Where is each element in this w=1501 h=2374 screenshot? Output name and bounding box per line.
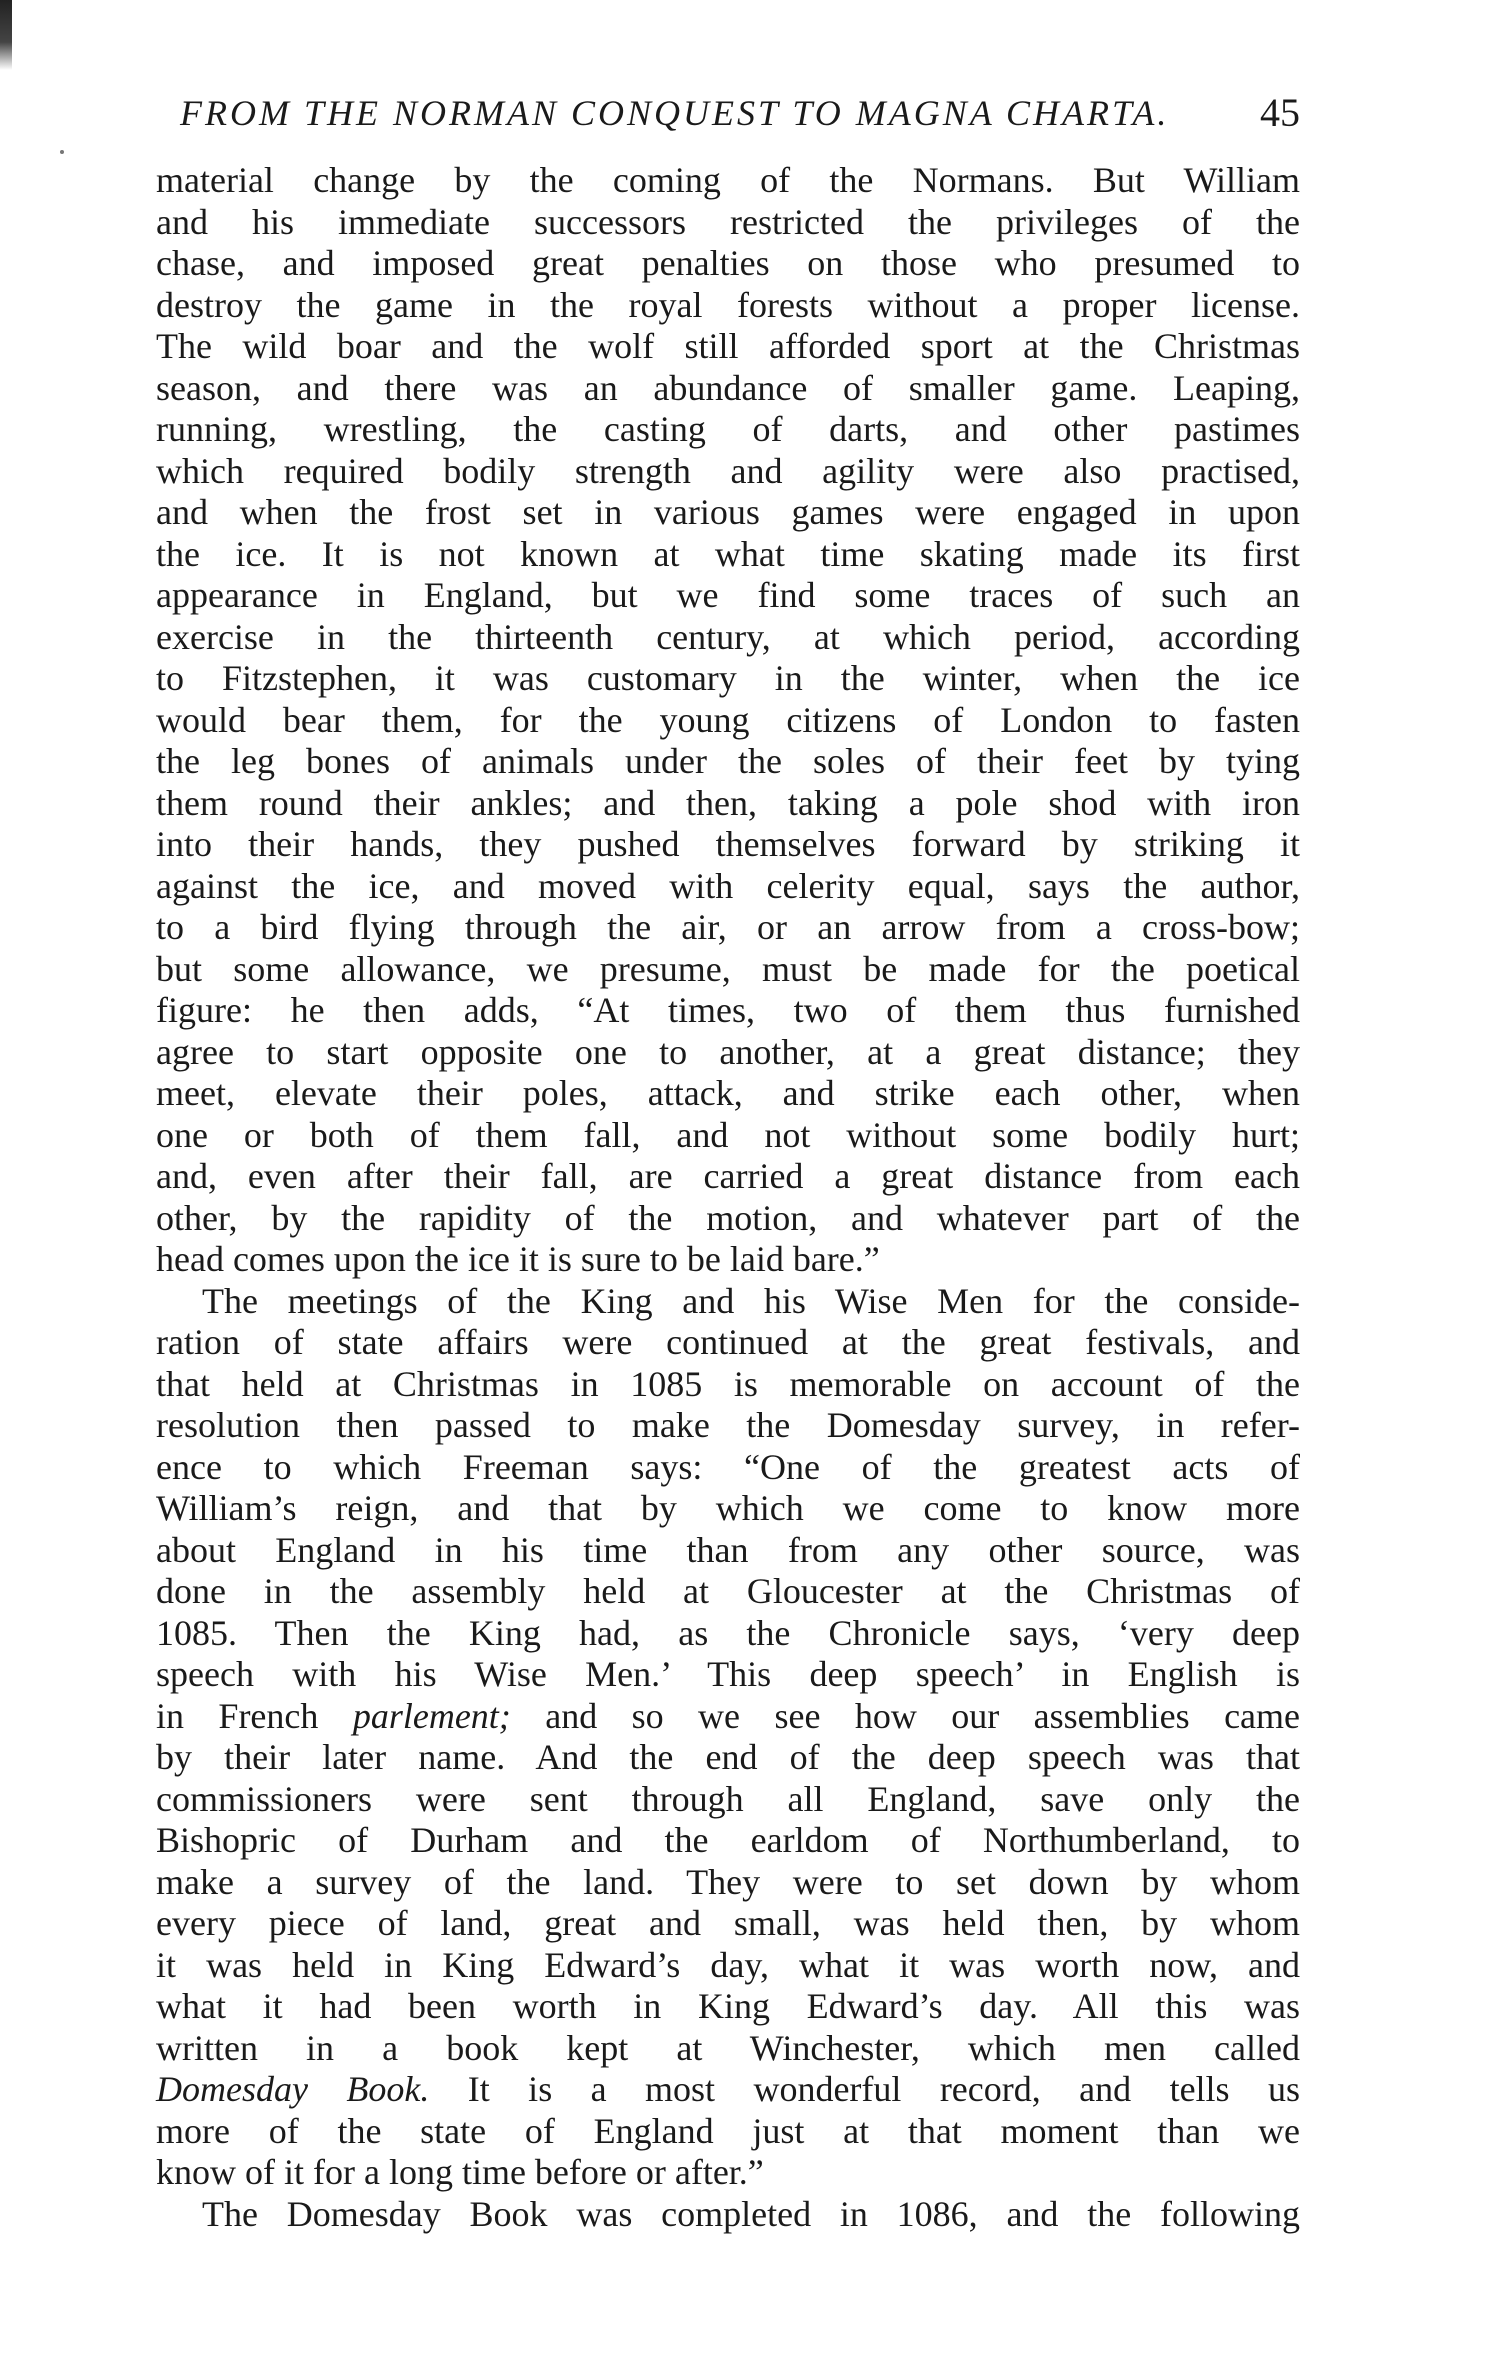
text-line: destroy the game in the royal forests without a proper license. — [156, 284, 1300, 325]
text-line: ration of state affairs were continued at the great festivals, and — [156, 1322, 1300, 1362]
text-line: ence to which Freeman says: “One of the greatest acts of — [156, 1446, 1300, 1487]
text-line: to Fitzstephen, it was customary in the winter, when the ice — [156, 658, 1300, 698]
text-line: chase, and imposed great penalties on those who presumed to — [156, 243, 1300, 283]
text-line: written in a book kept at Winchester, which men called — [156, 2027, 1300, 2068]
text-line: what it had been worth in King Edward’s day. All this was — [156, 1986, 1300, 2026]
text-line: season, and there was an abundance of smaller game. Leaping, — [156, 367, 1300, 408]
text-line: agree to start opposite one to another, at a great distance; they — [156, 1031, 1300, 1072]
text-line: but some allowance, we presume, must be made for the poetical — [156, 948, 1300, 989]
running-title: FROM THE NORMAN CONQUEST TO MAGNA CHARTA. — [180, 93, 1170, 133]
text-line: other, by the rapidity of the motion, and whatever part of the — [156, 1197, 1300, 1238]
text-line: and, even after their fall, are carried a great distance from each — [156, 1156, 1300, 1196]
text-line: into their hands, they pushed themselves forward by striking it — [156, 824, 1300, 864]
text-line: Bishopric of Durham and the earldom of Northumberland, to — [156, 1820, 1300, 1860]
text-line: by their later name. And the end of the deep speech was that — [156, 1737, 1300, 1777]
text-line: exercise in the thirteenth century, at which period, according — [156, 616, 1300, 657]
text-line: resolution then passed to make the Domesday survey, in refer- — [156, 1405, 1300, 1445]
text-line-with-italic — [156, 2069, 1300, 2111]
text-run: and so we see how our assemblies came — [510, 1695, 1301, 1736]
text-line: which required bodily strength and agility were also practised, — [156, 450, 1300, 491]
italic-term-parlement: parlement; — [352, 1695, 511, 1736]
text-line: about England in his time than from any other source, was — [156, 1529, 1300, 1570]
text-line: and his immediate successors restricted the privileges of the — [156, 201, 1300, 242]
text-line: the leg bones of animals under the soles of their feet by tying — [156, 741, 1300, 781]
text-line-with-italic — [156, 1696, 1300, 1738]
text-line: one or both of them fall, and not without some bodily hurt; — [156, 1114, 1300, 1155]
text-line: running, wrestling, the casting of darts, and other pastimes — [156, 409, 1300, 449]
text-line: make a survey of the land. They were to set down by whom — [156, 1861, 1300, 1902]
text-line: and when the frost set in various games were engaged in upon — [156, 492, 1300, 532]
text-line: figure: he then adds, “At times, two of them thus furnished — [156, 990, 1300, 1030]
text-line: William’s reign, and that by which we come to know more — [156, 1488, 1300, 1528]
text-line: that held at Christmas in 1085 is memorable on account of the — [156, 1363, 1300, 1404]
italic-title-domesday-book: Domesday Book. — [156, 2069, 430, 2109]
paragraph-first-line: The Domesday Book was completed in 1086, and the following — [202, 2193, 1300, 2234]
text-line: every piece of land, great and small, was held then, by whom — [156, 1903, 1300, 1943]
page-header — [180, 86, 1300, 140]
text-run: It is a most wonderful record, and tells us — [429, 2069, 1300, 2109]
binding-edge-mark — [0, 0, 12, 70]
page-number: 45 — [1260, 90, 1300, 135]
text-line: them round their ankles; and then, taking a pole shod with iron — [156, 782, 1300, 823]
text-line: more of the state of England just at that moment than we — [156, 2110, 1300, 2151]
text-line: 1085. Then the King had, as the Chronicle says, ‘very deep — [156, 1612, 1300, 1653]
paragraph-end-line: know of it for a long time before or after.” — [156, 2152, 764, 2192]
text-run: in French — [156, 1695, 353, 1736]
text-line: material change by the coming of the Normans. But William — [156, 160, 1300, 200]
text-line: commissioners were sent through all England, save only the — [156, 1778, 1300, 1819]
body-text — [156, 160, 1300, 2235]
text-line: against the ice, and moved with celerity equal, says the author, — [156, 865, 1300, 906]
margin-speck — [60, 150, 64, 154]
text-line: it was held in King Edward’s day, what it was worth now, and — [156, 1944, 1300, 1985]
paragraph-first-line: The meetings of the King and his Wise Men for the conside- — [202, 1280, 1300, 1321]
text-line: the ice. It is not known at what time skating made its first — [156, 533, 1300, 574]
text-line: to a bird flying through the air, or an arrow from a cross-bow; — [156, 907, 1300, 947]
text-line: The wild boar and the wolf still afforded sport at the Christmas — [156, 326, 1300, 366]
text-line: meet, elevate their poles, attack, and strike each other, when — [156, 1073, 1300, 1113]
text-line: done in the assembly held at Gloucester at the Christmas of — [156, 1571, 1300, 1611]
paragraph-end-line: head comes upon the ice it is sure to be laid bare.” — [156, 1239, 880, 1279]
text-line: would bear them, for the young citizens of London to fasten — [156, 699, 1300, 740]
text-line: appearance in England, but we find some traces of such an — [156, 575, 1300, 615]
text-line: speech with his Wise Men.’ This deep speech’ in English is — [156, 1654, 1300, 1694]
